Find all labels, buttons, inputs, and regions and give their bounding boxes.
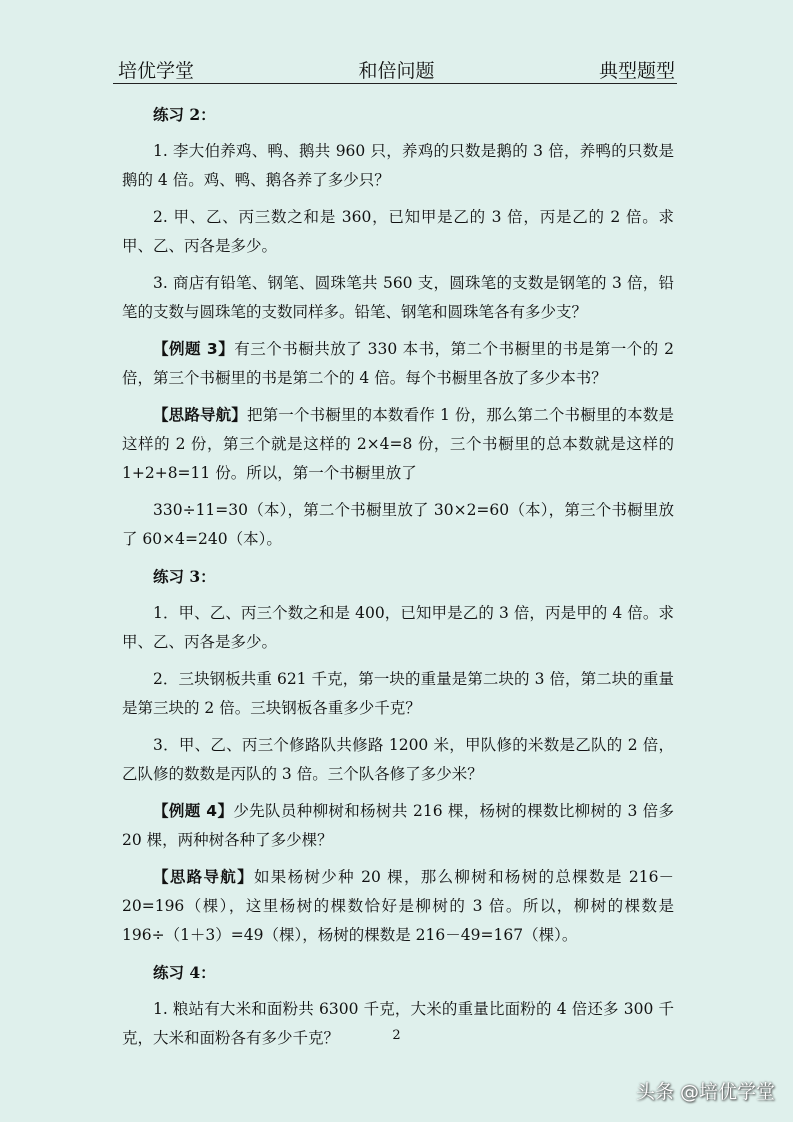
document-body	[122, 100, 674, 1061]
exercise-2-q2: 2. 甲、乙、丙三数之和是 360，已知甲是乙的 3 倍，丙是乙的 2 倍。求甲、乙、丙各是多少。	[122, 208, 674, 255]
example-3-solution: 330÷11=30（本），第二个书橱里放了 30×2=60（本），第三个书橱里放了 60×4=240（本）。	[122, 501, 674, 548]
page-header	[118, 56, 675, 84]
exercise-2-q1: 1. 李大伯养鸡、鸭、鹅共 960 只，养鸡的只数是鹅的 3 倍，养鸭的只数是鹅的 4 倍。鸡、鸭、鹅各养了多少只？	[122, 142, 674, 189]
watermark: 头条 @培优学堂	[635, 1081, 775, 1103]
exercise-2-heading: 练习 2：	[153, 105, 216, 124]
example-4	[122, 797, 674, 855]
exercise-3-heading: 练习 3：	[153, 567, 216, 586]
example-4-hint	[122, 863, 674, 950]
example-4-text: 少先队员种柳树和杨树共 216 棵，杨树的棵数比柳树的 3 倍多 20 棵，两种树各种了多少棵？	[122, 802, 675, 849]
header-right: 典型题型	[598, 60, 675, 82]
exercise-4-q1: 1. 粮站有大米和面粉共 6300 千克，大米的重量比面粉的 4 倍还多 300 千克，大米和面粉各有多少千克？	[122, 1000, 674, 1047]
header-rule	[113, 83, 677, 84]
header-center: 和倍问题	[358, 60, 435, 82]
example-3	[122, 335, 674, 393]
example-4-hint-text: 如果杨树少种 20 棵，那么柳树和杨树的总棵数是 216－20=196（棵），这里杨树的棵数恰好是柳树的 3 倍。所以，柳树的棵数是 196÷（1＋3）=49（棵），杨树的棵数是 216－49=167（棵）。	[122, 868, 674, 944]
exercise-3-q2: 2．三块钢板共重 621 千克，第一块的重量是第二块的 3 倍，第二块的重量是第三块的 2 倍。三块钢板各重多少千克？	[122, 670, 674, 717]
example-4-label: 【例题 4】	[153, 802, 234, 820]
example-3-text: 有三个书橱共放了 330 本书，第二个书橱里的书是第一个的 2 倍，第三个书橱里的书是第二个的 4 倍。每个书橱里各放了多少本书？	[122, 340, 674, 387]
exercise-3-q1: 1．甲、乙、丙三个数之和是 400，已知甲是乙的 3 倍，丙是甲的 4 倍。求甲、乙、丙各是多少。	[122, 604, 674, 651]
example-3-hint-text: 把第一个书橱里的本数看作 1 份，那么第二个书橱里的本数是这样的 2 份，第三个就是这样的 2×4=8 份，三个书橱里的总本数就是这样的 1+2+8=11 份。所以，第一个书橱里放了	[122, 406, 674, 482]
header-left: 培优学堂	[118, 60, 195, 82]
example-3-hint-label: 【思路导航】	[153, 406, 247, 424]
example-4-hint-label: 【思路导航】	[153, 868, 254, 886]
exercise-4-heading: 练习 4：	[153, 963, 216, 982]
exercise-3-q3: 3．甲、乙、丙三个修路队共修路 1200 米，甲队修的米数是乙队的 2 倍，乙队修的数数是丙队的 3 倍。三个队各修了多少米？	[122, 736, 674, 783]
page-number: 2	[392, 1028, 401, 1043]
exercise-2-q3: 3. 商店有铅笔、钢笔、圆珠笔共 560 支，圆珠笔的支数是钢笔的 3 倍，铅笔的支数与圆珠笔的支数同样多。铅笔、钢笔和圆珠笔各有多少支？	[122, 274, 674, 321]
example-3-hint	[122, 401, 674, 488]
example-3-label: 【例题 3】	[153, 340, 235, 358]
